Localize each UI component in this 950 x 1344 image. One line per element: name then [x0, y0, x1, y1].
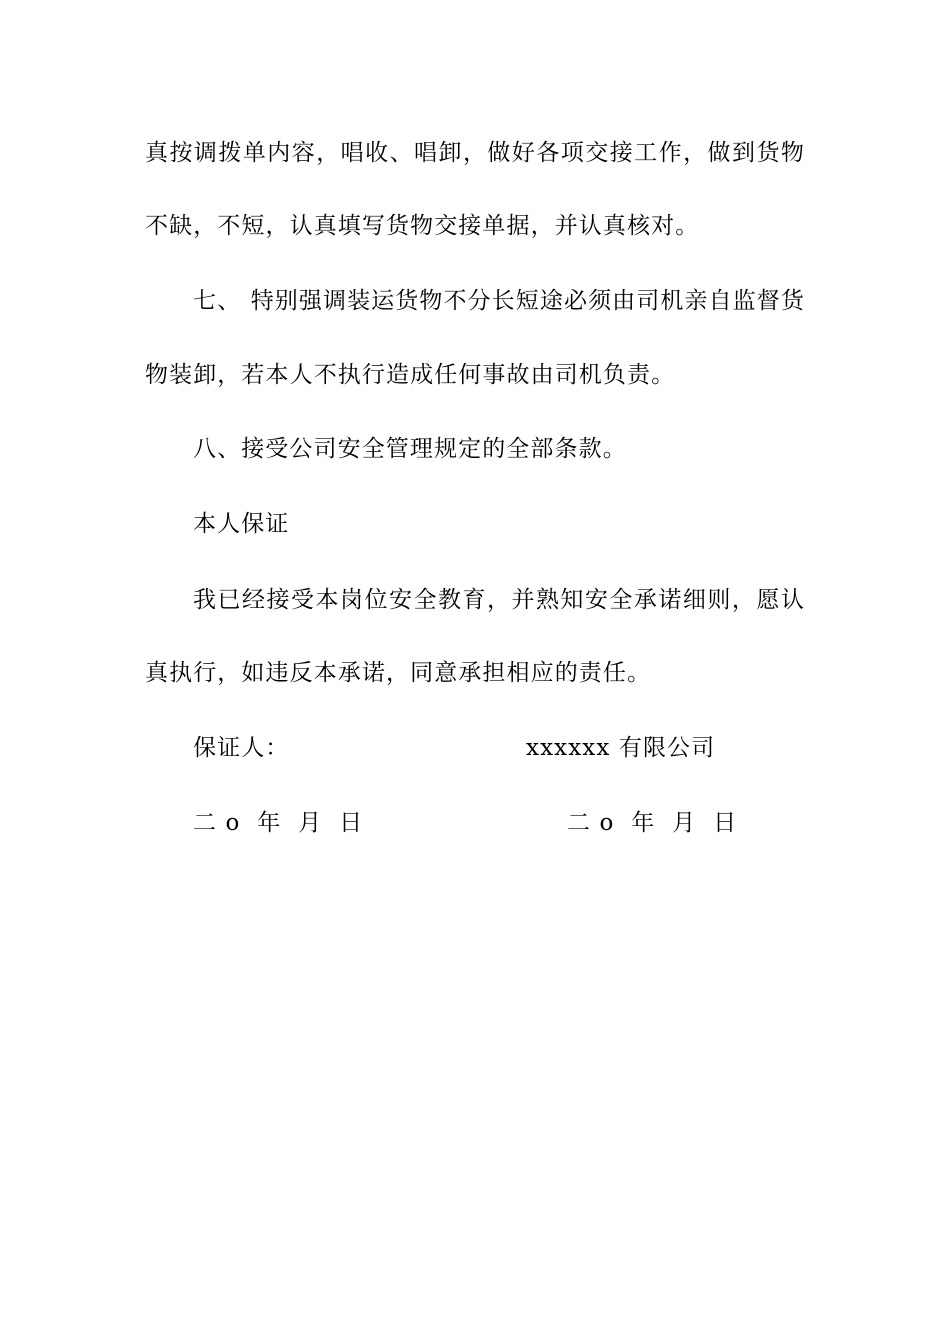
paragraph-line-2: 不缺，不短，认真填写货物交接单据，并认真核对。	[145, 213, 700, 239]
item-7-text: 特别强调装运货物不分长短途必须由司机亲自监督货	[250, 288, 805, 314]
item-8-line: 八、接受公司安全管理规定的全部条款。	[193, 436, 627, 462]
guarantee-heading: 本人保证	[193, 511, 290, 537]
guarantee-line-1: 我已经接受本岗位安全教育，并熟知安全承诺细则，愿认	[193, 587, 805, 613]
item-7-number: 七、	[193, 288, 242, 314]
date-right: 二 o 年 月 日	[567, 810, 738, 836]
item-7-continuation: 物装卸，若本人不执行造成任何事故由司机负责。	[145, 362, 676, 388]
paragraph-line-1: 真按调拨单内容，唱收、唱卸，做好各项交接工作，做到货物	[145, 140, 805, 166]
item-7-line	[193, 286, 805, 316]
company-name: xxxxxx 有限公司	[526, 735, 716, 761]
guarantor-label: 保证人：	[193, 735, 290, 761]
guarantee-line-2: 真执行，如违反本承诺，同意承担相应的责任。	[145, 660, 652, 686]
date-left: 二 o 年 月 日	[193, 810, 364, 836]
